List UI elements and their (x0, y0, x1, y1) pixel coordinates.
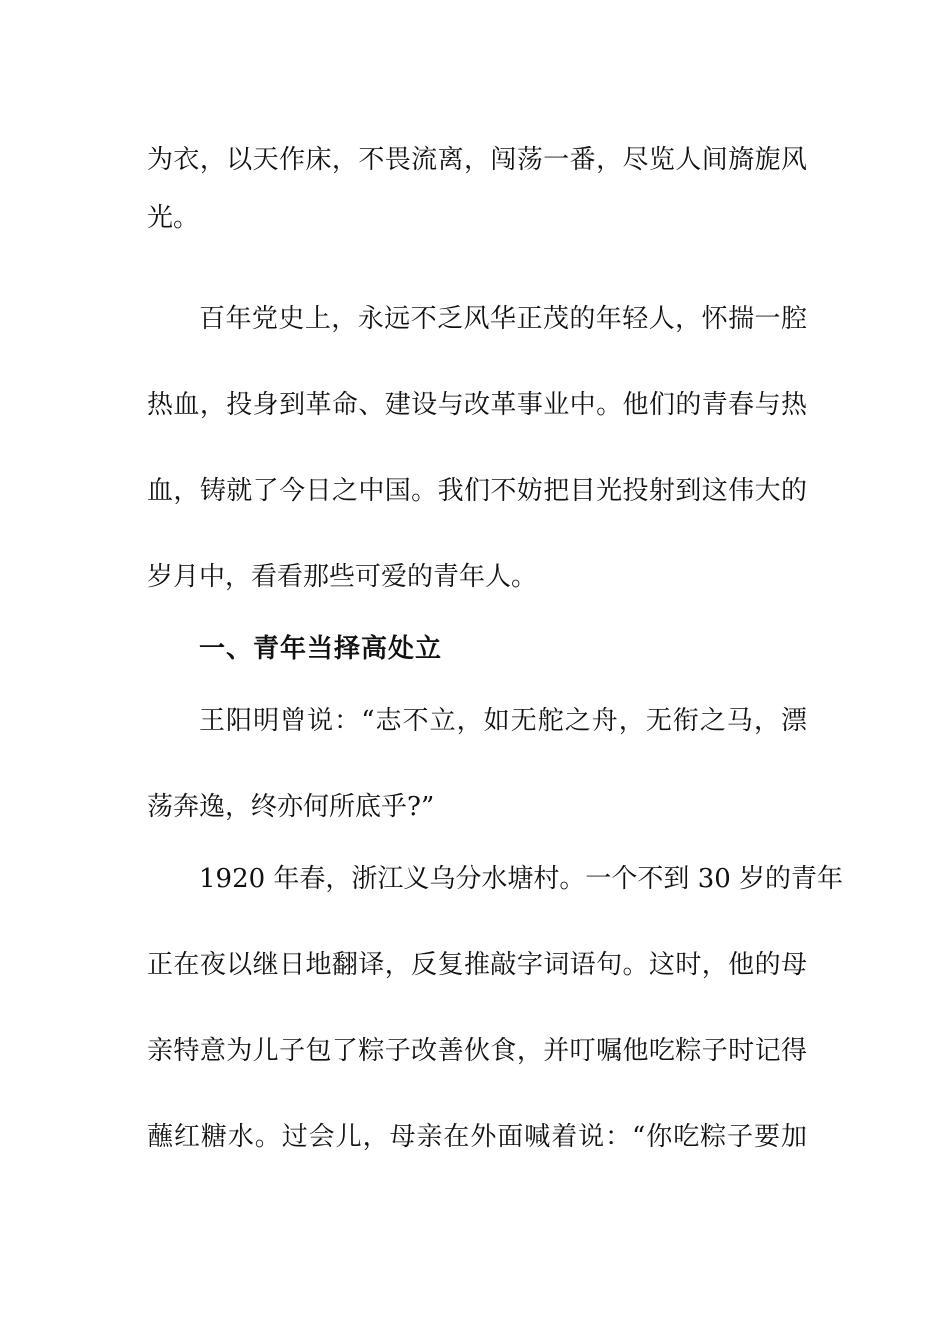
paragraph-line: 为衣，以天作床，不畏流离，闯荡一番，尽览人间旖旎风 (147, 145, 807, 175)
paragraph-line: 岁月中，看看那些可爱的青年人。 (147, 562, 538, 592)
paragraph-line: 荡奔逸，终亦何所底乎?” (147, 792, 435, 822)
paragraph-line: 1920 年春，浙江义乌分水塘村。一个不到 30 岁的青年 (199, 864, 844, 894)
paragraph-line: 光。 (147, 203, 200, 233)
paragraph-line: 血，铸就了今日之中国。我们不妨把目光投射到这伟大的 (147, 476, 807, 506)
paragraph-line: 亲特意为儿子包了粽子改善伙食，并叮嘱他吃粽子时记得 (147, 1036, 807, 1066)
paragraph-line: 百年党史上，永远不乏风华正茂的年轻人，怀揣一腔 (199, 304, 807, 334)
paragraph-line: 正在夜以继日地翻译，反复推敲字词语句。这时，他的母 (147, 950, 807, 980)
paragraph-line: 蘸红糖水。过会儿，母亲在外面喊着说：“你吃粽子要加 (147, 1122, 807, 1152)
paragraph-line: 王阳明曾说：“志不立，如无舵之舟，无衔之马，漂 (199, 706, 807, 736)
section-heading: 一、青年当择高处立 (199, 634, 443, 664)
paragraph-line: 热血，投身到革命、建设与改革事业中。他们的青春与热 (147, 390, 807, 420)
